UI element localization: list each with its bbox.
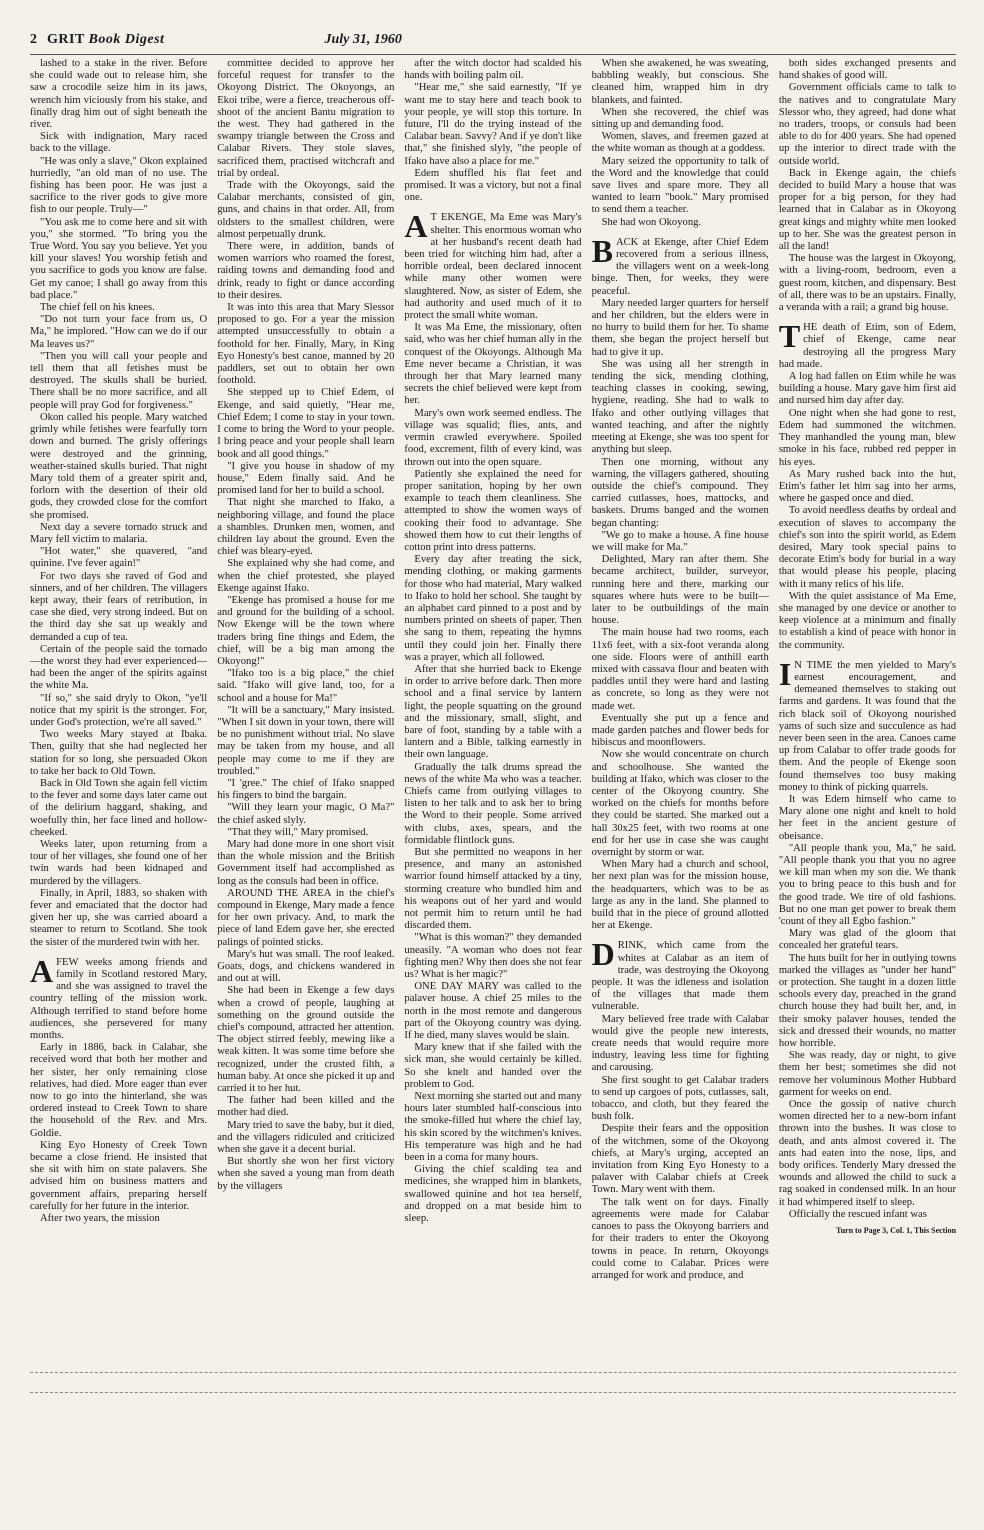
publication-name <box>47 32 164 48</box>
paragraph: "I 'gree." The chief of Ifako snapped his fingers to bind the bargain. <box>217 777 395 802</box>
paragraph: Okon called his people. Mary watched grimly while fetishes were fearfully torn down and burned. The grisly offerings were destroyed and the grinning, weather-stained skulls buried. That night Mary told them of a greater spirit and, forlorn with the desertion of their old gods, they crowded close for the comfort she promised. <box>30 411 208 521</box>
paragraph: The main house had two rooms, each 11x6 feet, with a six-foot veranda along one side. Floors were of anthill earth mixed with cassava flour and beaten with paddles until they were hard and lasting as concrete, so long as they were not made wet. <box>591 627 769 712</box>
paragraph: committee decided to approve her forceful request for transfer to the Okoyong District. The Okoyongs, an Ekoi tribe, were a fierce, treacherous off-shoot of the ancient Bantu migration to the west. They had gathered in the swampy triangle between the Cross and Calabar Rivers. They stole slaves, sacrificed them, practised witchcraft and trial by ordeal. <box>217 58 395 179</box>
paragraph: THE death of Etim, son of Edem, chief of Ekenge, came near destroying all the progress Mary had made. <box>778 318 957 370</box>
paragraph: The house was the largest in Okoyong, with a living-room, bedroom, even a guest room, kitchen, and dispensary. Best of all, there was to be an upstairs. Finally, a veranda with a rail; a grand big house. <box>778 253 957 314</box>
paragraph: She explained why she had come, and when the chief protested, she played Ekenge against Ifako. <box>217 558 395 594</box>
paragraph: It was Edem himself who came to Mary alone one night and knelt to hold her feet in the ancient gesture of obeisance. <box>778 793 957 842</box>
paragraph: After two years, the mission <box>40 1213 160 1225</box>
paragraph: "If so," she said dryly to Okon, "ye'll notice that my spirit is the stronger. For, under God's protection, we're all saved." <box>30 692 208 728</box>
paragraph: Then one morning, without any warning, the villagers gathered, shouting outside the chief's compound. They carried cutlasses, hoes, mattocks, and baskets. Drums banged and the women began chanting: <box>591 456 769 529</box>
paragraph: after the witch doctor had scalded his hands with boiling palm oil. <box>404 58 582 82</box>
column-2 <box>217 58 394 1348</box>
paragraph: Mary seized the opportunity to talk of the Word and the knowledge that could save lives and spare more. They all wanted to learn "book." Mary promised to send them a teacher. <box>591 155 769 216</box>
paragraph: After that she hurried back to Ekenge in order to arrive before dark. Then more school and a final service by lantern light, the people squatting on the ground and the missionary, small, slight, and bare of foot, standing by a table with a lantern and a Bible, talking earnestly in their own language. <box>404 663 582 761</box>
paragraph: "Hot water," she quavered, "and quinine. I've fever again!" <box>30 546 208 570</box>
paragraph: One night when she had gone to rest, Edem had summoned the witchmen. They manhandled the young man, blew smoke in his face, rubbed red pepper in his eyes. <box>778 407 957 468</box>
paragraph: When she recovered, the chief was sitting up and demanding food. <box>591 106 769 131</box>
paragraph: The talk went on for days. Finally agreements were made for Calabar canoes to pass the Okoyong barriers and for their traders to enter the Okoyong towns in peace. In return, Okoyongs could come to Calabar. Prices were arranged for work and produce, and <box>591 1196 769 1281</box>
paragraph: That night she marched to Ifako, a neighboring village, and found the place a shambles. Drunken men, women, and children lay about the ground. Even the chief was bleary-eyed. <box>217 497 395 558</box>
paragraph: Next day a severe tornado struck and Mary fell victim to malaria. <box>30 521 208 545</box>
paragraph: Mary had done more in one short visit than the whole mission and the British Government itself had accomplished as long as the consuls had been in office. <box>217 839 395 887</box>
paragraph: The father had been killed and the mother had died. <box>217 1095 395 1119</box>
paragraph: Now she would concentrate on church and schoolhouse. She wanted the building at Ifako, which was closer to the center of the Okoyong country. She worked on the chiefs for months before they could be started. She marked out a hall 30x25 feet, with two rooms at one end for her use in case she was caught overnight by storm or war. <box>591 749 769 858</box>
issue-date: July 31, 1960 <box>324 32 402 47</box>
paragraph: There were, in addition, bands of women warriors who roamed the forest, raiding towns and demanding food and drink, ready to fight or dance according to their desires. <box>217 241 395 301</box>
column-3 <box>404 58 581 1348</box>
paragraph: It was Ma Eme, the missionary, often said, who was her chief human ally in the conquest of the Okoyongs. Although Ma Eme never became a Christian, it was through her that Mary learned many secrets the chief believed were kept from her. <box>404 322 582 407</box>
paragraph: "I give you house in shadow of my house," Edem finally said. And he promised land for her to build a school. <box>217 460 395 497</box>
paragraph: Finally, in April, 1883, so shaken with fever and emaciated that the doctor had given her up, she was carried aboard a steamer to return to Scotland. She took the sister of the murdered twin with her. <box>30 887 208 948</box>
paragraph: When Mary had a church and school, her next plan was for the mission house, the headquarters, which was to be as large as any in the land. She planned to build that in the piece of ground allotted her at Ekenge. <box>591 859 769 932</box>
paragraph: "He was only a slave," Okon explained hurriedly, "an old man of no use. The fishing has been poor. He was just a sacrifice to the river gods to give more fish to our people. Truly—" <box>30 155 208 216</box>
paragraph: Eventually she put up a fence and made garden patches and flower beds for hibiscus and moonflowers. <box>591 712 769 749</box>
paragraph: She first sought to get Calabar traders to send up cargoes of pots, cutlasses, salt, tobacco, and cloth, but they feared the bush folk. <box>591 1074 769 1123</box>
paragraph: AT EKENGE, Ma Eme was Mary's shelter. This enormous woman who at her husband's recent death had been tried for witching him had, after a horrible ordeal, been declared innocent while many other women were slaughtered. Now, as sister of Edem, she had authority and used much of it to protect the small white woman. <box>404 208 582 322</box>
paragraph: Sick with indignation, Mary raced back to the village. <box>30 131 208 155</box>
paragraph: Mary believed free trade with Calabar would give the people new interests, create needs that would require more industry, leaving less time for fighting and carousing. <box>591 1013 769 1074</box>
paragraph: She was using all her strength in tending the sick, mending clothing, teaching classes in cooking, sewing, hygiene, reading. She had to walk to Ifako and other outlying villages that wanted teaching, and after the nightly meeting at Ekenge, she was too spent for anything but sleep. <box>591 358 769 456</box>
paragraph: "We go to make a house. A fine house we will make for Ma." <box>591 529 769 553</box>
paragraph: "You ask me to come here and sit with you," she stormed. "To bring you the True Word. You say you believe. Yet you kill your slaves! You worship fetish and you sacrifice to gods you know are false. Get my canoe; I shall go away from this bad place." <box>30 216 208 301</box>
paragraph: Weeks later, upon returning from a tour of her villages, she found one of her twin wards had been kidnaped and murdered by the villagers. <box>30 839 208 887</box>
paragraph: She was ready, day or night, to give them her best; sometimes she did not remove her voluminous Mother Hubbard garment for weeks on end. <box>778 1050 957 1098</box>
paragraph: DRINK, which came from the whites at Calabar as an item of trade, was destroying the Okoyong people. It was the idleness and isolation of the villages that made them vulnerable. <box>591 936 769 1013</box>
paragraph: "Then you will call your people and tell them that all fetishes must be destroyed. The skulls shall be buried. There shall be no more sacrifice, and all people will pray God for forgiveness." <box>30 350 208 411</box>
paragraph: The chief fell on his knees. <box>40 302 155 314</box>
paragraph: She stepped up to Chief Edem, of Ekenge, and said quietly, "Hear me, Chief Edem; I come to stay in your town. I come to bring the Word to your people. I bring peace and your people shall learn book and all good things." <box>217 387 395 460</box>
paragraph: King Eyo Honesty of Creek Town became a close friend. He insisted that she sit with him on state palavers. She advised him on business matters and government affairs, preparing herself carefully for her future in the interior. <box>30 1139 208 1212</box>
paragraph: AROUND THE AREA in the chief's compound in Ekenge, Mary made a fence for her own privacy. And, to mark the piece of land Edem gave her, she erected palings of pointed sticks. <box>217 887 395 948</box>
paragraph: But she permitted no weapons in her presence, and many an astonished warrior found himself attacked by a tiny, storming creature who bundled him and his weapons out of her yard and would not permit him to return until he had discarded them. <box>404 847 582 932</box>
paragraph: Early in 1886, back in Calabar, she received word that both her mother and her sister, her only remaining close relatives, had died. More eager than ever now to go into the hinterland, she was ordered instead to Creek Town to share the household of the Rev. and Mrs. Goldie. <box>30 1042 208 1139</box>
paragraph: She had been in Ekenge a few days when a crowd of people, laughing at something on the ground outside the chief's compound, attracted her attention. The object stirred feebly, mewing like a weak kitten. It was some time before she recognized, under the crusted filth, a human baby. At once she picked it up and carried it to her hut. <box>217 985 395 1095</box>
paragraph: IN TIME the men yielded to Mary's earnest encouragement, and demeaned themselves to staking out farms and gardens. It was found that the rich black soil of Okoyong nourished yams of such size and succulence as had never been seen in the area. Canoes came up from Calabar to offer trade goods for them. And the people of Ekenge soon found themselves too busy making money to think of picking quarrels. <box>778 655 957 793</box>
bottom-rule-2 <box>30 1392 956 1393</box>
paragraph: Trade with the Okoyongs, said the Calabar merchants, consisted of gin, guns, and chains in that order. All, from oldsters to the smallest children, were almost perpetually drunk. <box>217 180 395 240</box>
paragraph: Mary's own work seemed endless. The village was squalid; flies, ants, and vermin crawled everywhere. Spoiled food, excrement, filth of every kind, was thrown out into the open square. <box>404 407 582 468</box>
continued-jump-line: Turn to Page 3, Col. 1, This Section <box>836 1226 957 1236</box>
bottom-rule <box>30 1372 956 1373</box>
paragraph: Mary needed larger quarters for herself and her children, but the elders were in no hurry to build them for her. To shame them, she began the project herself but had to give it up. <box>591 297 769 358</box>
article-columns <box>30 58 956 1348</box>
paragraph: "Do not turn your face from us, O Ma," he implored. "How can we do if our Ma leaves us?" <box>30 314 208 350</box>
paragraph: Officially the rescued infant was <box>788 1208 927 1220</box>
paragraph: Giving the chief scalding tea and medicines, she wrapped him in blankets, swallowed quinine and hot tea herself, and dropped on a mat beside him to sleep. <box>404 1164 582 1225</box>
paragraph: "What is this woman?" they demanded uneasily. "A woman who does not fear fighting men? Why then does she not fear us? What is her magic?" <box>404 932 582 981</box>
paragraph: A log had fallen on Etim while he was building a house. Mary gave him first aid and nursed him day after day. <box>778 371 957 407</box>
paragraph: "Ekenge has promised a house for me and ground for the building of a school. Now Ekenge will be the town where traders bring fine things and Edem, the chief, will be a big man among the Okoyong!" <box>217 594 395 667</box>
paragraph: Patiently she explained the need for proper sanitation, hoping by her own example to teach them cleanliness. She attempted to show the women ways of cooking their food to advantage. She showed them how to cut their lengths of cotton print into dress patterns. <box>404 468 582 553</box>
paragraph: ONE DAY MARY was called to the palaver house. A chief 25 miles to the north in the most remote and dangerous part of the Okoyong country was dying. If he died, many slaves would be slain. <box>404 981 582 1042</box>
brand-main: GRIT <box>47 32 85 47</box>
paragraph: Mary knew that if she failed with the sick man, she would certainly be killed. So she knelt and handed over the problem to God. <box>404 1042 582 1090</box>
paragraph: "It will be a sanctuary," Mary insisted. "When I sit down in your town, there will be no punishment without trial. No slave may be taken from my house, and all people may come to me if they are troubled." <box>217 704 395 777</box>
paragraph: Back in Ekenge again, the chiefs decided to build Mary a house that was proper for a big person, for they had learned that in Calabar as in Okoyong great kings and mighty white men looked up to her. She was the greatest person in all the land! <box>778 167 957 253</box>
paragraph: Two weeks Mary stayed at Ibaka. Then, guilty that she had neglected her station for so long, she persuaded Okon to take her back to Old Town. <box>30 729 208 777</box>
paragraph: Despite their fears and the opposition of the witchmen, some of the Okoyong chiefs, at Mary's urging, accepted an invitation from King Eyo Honesty to a palaver with Calabar chiefs at Creek Town. Mary went with them. <box>591 1123 769 1196</box>
paragraph: Once the gossip of native church women directed her to a new-born infant thrown into the bushes. It was close to death, and ants almost covered it. The ants had eaten into the nose, lips, and body orifices. Tenderly Mary dressed the wounds and allowed the child to suck a rag soaked in condensed milk. In an hour it had whimpered itself to sleep. <box>778 1099 957 1208</box>
paragraph: both sides exchanged presents and hand shakes of good will. <box>778 58 957 82</box>
paragraph: Certain of the people said the tornado—the worst they had ever experienced—had been the anger of the spirits against the white Ma. <box>30 643 208 692</box>
paragraph: She had won Okoyong. <box>601 216 702 228</box>
page-number: 2 <box>30 32 37 47</box>
paragraph: BACK at Ekenge, after Chief Edem recovered from a serious illness, the villagers went on a week-long binge. Then, for weeks, they were peaceful. <box>591 232 769 297</box>
paragraph: Mary tried to save the baby, but it died, and the villagers ridiculed and criticized when she gave it a decent burial. <box>217 1119 395 1156</box>
paragraph: Gradually the talk drums spread the news of the white Ma who was a teacher. Chiefs came from outlying villages to listen to her talk and to ask her to bring the Word to their people. Some arrived with clubs, axes, spears, and the formidable flintlock guns. <box>404 761 582 846</box>
column-1 <box>30 58 207 1348</box>
page-header <box>30 32 956 55</box>
paragraph: But shortly she won her first victory when she saved a young man from death by the villagers <box>217 1156 395 1192</box>
paragraph: For two days she raved of God and sinners, and of her children. The villagers kept away, their fears of retribution, in case she died, very strong indeed. But on the third day she sat up weakly and demanded a cup of tea. <box>30 570 208 643</box>
paragraph: Delighted, Mary ran after them. She became architect, builder, surveyor, running here and there, marking our squares where huts were to be built—later to be outbuildings of the main house. <box>591 554 769 627</box>
paragraph: AFEW weeks among friends and family in Scotland restored Mary, and she was assigned to travel the country telling of the mission work. Although terrified to stand before home audiences, she persevered for many months. <box>30 952 208 1042</box>
paragraph: When she awakened, he was sweating, babbling weakly, but conscious. She cleaned him, wrapped him in dry blankets, and fainted. <box>591 58 769 106</box>
paragraph: It was into this area that Mary Slessor proposed to go. For a year the mission attempted unsuccessfully to obtain a foothold for her. Finally, Mary, in King Eyo Honesty's best canoe, manned by 20 paddlers, set out to obtain her own foothold. <box>217 302 395 387</box>
paragraph: "That they will," Mary promised. <box>227 826 369 838</box>
paragraph: The huts built for her in outlying towns marked the villages as "under her hand" or protection. She taught in a dozen little schools every day, preached in the grand church house they had built her, and, in their smoky palaver houses, tended the sick and dressed their wounds, no matter how horrible. <box>778 952 957 1050</box>
paragraph: To avoid needless deaths by ordeal and execution of slaves to accompany the chief's son into the spirit world, as Edem desired, Mary took special pains to decorate Etim's body for burial in a way that would please his people, placing with it many relics of his life. <box>778 505 957 590</box>
paragraph: Back in Old Town she again fell victim to the fever and some days later came out of the delirium haggard, shaking, and woefully thin, her face lined and hollow-cheeked. <box>30 777 208 838</box>
paragraph: Women, slaves, and freemen gazed at the white woman as though at a goddess. <box>591 131 769 155</box>
paragraph: "Ifako too is a big place," the chief said. "Ifako will give land, too, for a school and a house for Ma!" <box>217 668 395 704</box>
brand-sub: Book Digest <box>88 32 165 47</box>
paragraph: lashed to a stake in the river. Before she could wade out to release him, she saw a crocodile seize him in its jaws, wrench him viciously from his stake, and finally drag him out of sight beneath the river. <box>30 58 208 131</box>
paragraph: Edem shuffled his flat feet and promised. It was a victory, but not a final one. <box>404 167 582 204</box>
paragraph: "All people thank you, Ma," he said. "All people thank you that you no agree we kill man when my son die. We thank you to bring peace to this bush and for the good trade. We tire of old fashions. But no one man get power to break them 'count of they all Egbo fashion." <box>778 842 957 928</box>
paragraph: Every day after treating the sick, mending clothing, or making garments for those who had material, Mary walked to Ifako to hold her school. She taught by an alphabet card pinned to a post and by numbers printed on sheets of paper. Then she sang to them, repeating the hymns until they could join her. Finally there was a prayer, which all followed. <box>404 554 582 663</box>
paragraph: As Mary rushed back into the hut, Etim's father let him sag into her arms, where he gasped once and died. <box>778 468 957 505</box>
paragraph: Mary was glad of the gloom that concealed her grateful tears. <box>778 928 957 952</box>
paragraph: With the quiet assistance of Ma Eme, she managed by one device or another to keep violence at a minimum and finally to establish a kind of peace with honor in the community. <box>778 590 957 651</box>
paragraph: "Hear me," she said earnestly, "If ye want me to stay here and teach book to your people, ye will stop this torture. In future, I'll do the trying instead of the Calabar bean. Savvy? And if ye don't like that," she finished slyly, "the people of Ifako have also a place for me." <box>404 82 582 167</box>
column-4 <box>592 58 769 1348</box>
paragraph: Government officials came to talk to the natives and to congratulate Mary Slessor who, they agreed, had done what no traders, troops, or consuls had been able to do for 400 years. She had opened up the interior to direct trade with the outside world. <box>778 82 957 167</box>
paragraph: "Will they learn your magic, O Ma?" the chief asked slyly. <box>217 802 395 826</box>
paragraph: Mary's hut was small. The roof leaked. Goats, dogs, and chickens wandered in and out at will. <box>217 948 395 985</box>
paragraph: Next morning she started out and many hours later stumbled half-conscious into the smoke-filled hut where the chief lay, his skin scored by the witchmen's knives. His temperature was high and he had been in a coma for many hours. <box>404 1091 582 1164</box>
column-5 <box>779 58 956 1348</box>
